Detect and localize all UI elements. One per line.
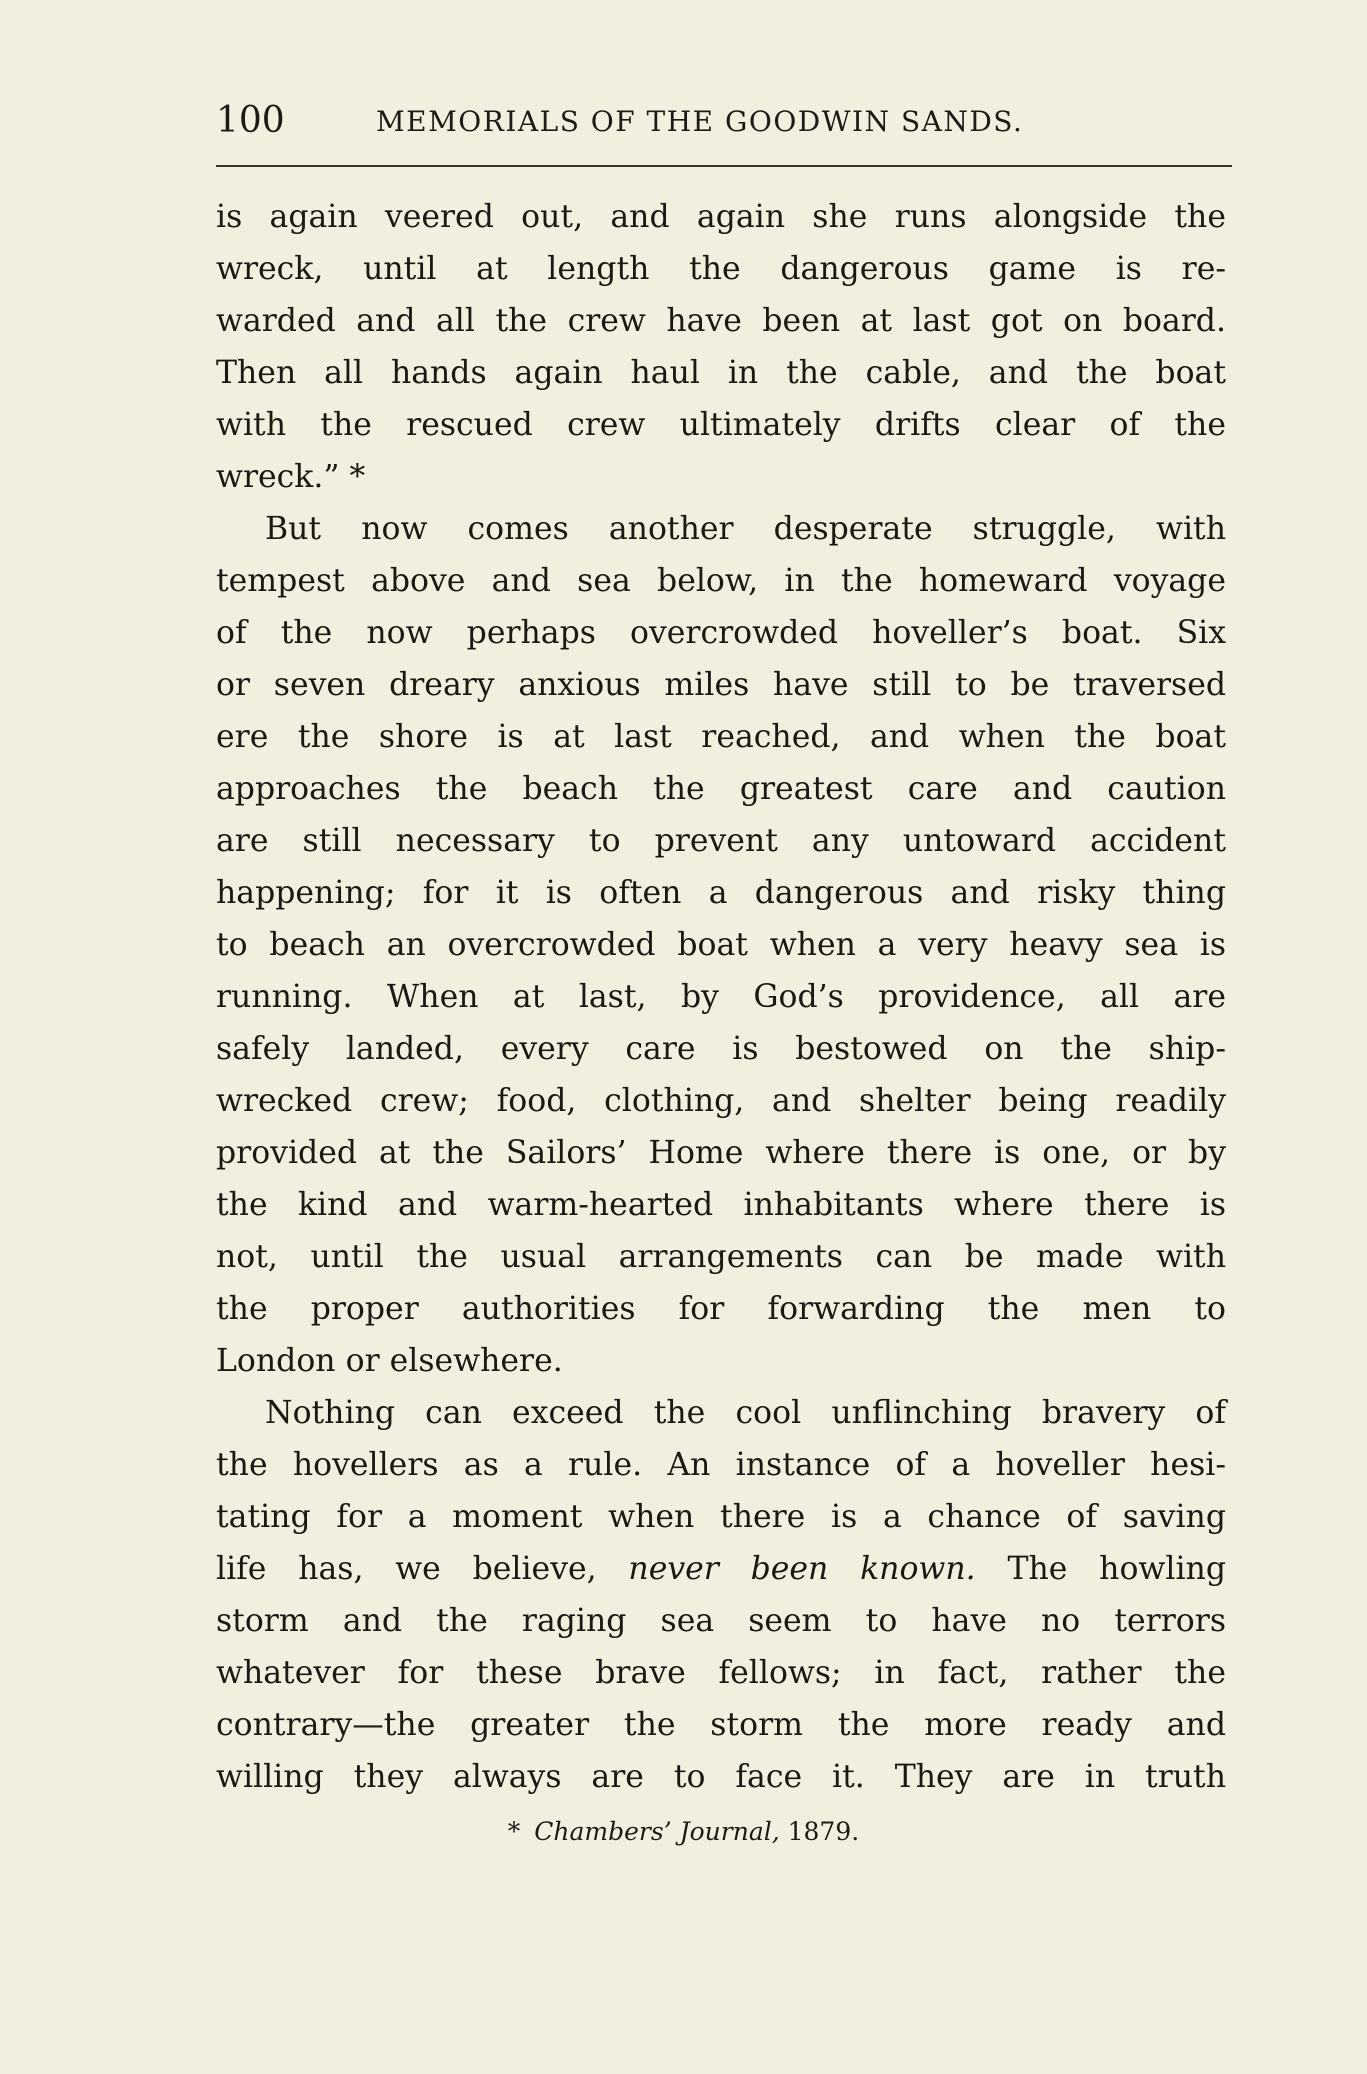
text-line: not, until the usual arrangements can be made with [216, 1239, 1226, 1275]
text-line: or seven dreary anxious miles have still to be traversed [216, 667, 1226, 703]
text-line: the kind and warm-hearted inhabitants where there is [216, 1187, 1226, 1223]
text-line: London or elsewhere. [216, 1343, 563, 1379]
text-line: Then all hands again haul in the cable, and the boat [216, 355, 1226, 391]
text-line: tempest above and sea below, in the homeward voyage [216, 563, 1226, 599]
body-text [216, 191, 1226, 1803]
text-line: willing they always are to face it. They are in truth [216, 1759, 1226, 1795]
text-line: approaches the beach the greatest care and caution [216, 771, 1226, 807]
italic-phrase: never been known. [628, 1551, 976, 1587]
text-line: storm and the raging sea seem to have no terrors [216, 1603, 1226, 1639]
text-line: the hovellers as a rule. An instance of a hoveller hesi- [216, 1447, 1226, 1483]
running-title: MEMORIALS OF THE GOODWIN SANDS. [376, 105, 1024, 138]
text-line: safely landed, every care is bestowed on the ship- [216, 1031, 1226, 1067]
text-line: warded and all the crew have been at last got on board. [216, 303, 1226, 339]
page-number: 100 [216, 100, 285, 141]
text-line: whatever for these brave fellows; in fact, rather the [216, 1655, 1226, 1691]
text-line: the proper authorities for forwarding the men to [216, 1291, 1226, 1327]
text-line: wreck.” * [216, 459, 366, 495]
text-line: with the rescued crew ultimately drifts clear of the [216, 407, 1226, 443]
text-line: to beach an overcrowded boat when a very heavy sea is [216, 927, 1226, 963]
page-header [216, 96, 1232, 146]
text-line: But now comes another desperate struggle, with [265, 511, 1226, 547]
header-rule [216, 165, 1232, 167]
footnote-source: Chambers’ Journal, [534, 1817, 780, 1846]
text-line: tating for a moment when there is a chance of saving [216, 1499, 1226, 1535]
text-line: contrary—the greater the storm the more ready and [216, 1707, 1226, 1743]
text-line: is again veered out, and again she runs alongside the [216, 199, 1226, 235]
text-line: life has, we believe, never been known. The howling [216, 1551, 1226, 1587]
text-line: are still necessary to prevent any untoward accident [216, 823, 1226, 859]
footnote [0, 1812, 1367, 1852]
text-line: of the now perhaps overcrowded hoveller’s boat. Six [216, 615, 1226, 651]
footnote-marker: * [507, 1817, 521, 1846]
text-line: Nothing can exceed the cool unflinching bravery of [265, 1395, 1226, 1431]
text-line: provided at the Sailors’ Home where there is one, or by [216, 1135, 1226, 1171]
text-line: happening; for it is often a dangerous and risky thing [216, 875, 1226, 911]
text-line: wreck, until at length the dangerous game is re- [216, 251, 1226, 287]
text-line: ere the shore is at last reached, and when the boat [216, 719, 1226, 755]
text-line: wrecked crew; food, clothing, and shelter being readily [216, 1083, 1226, 1119]
text-line: running. When at last, by God’s providence, all are [216, 979, 1226, 1015]
footnote-year: 1879. [787, 1817, 860, 1846]
